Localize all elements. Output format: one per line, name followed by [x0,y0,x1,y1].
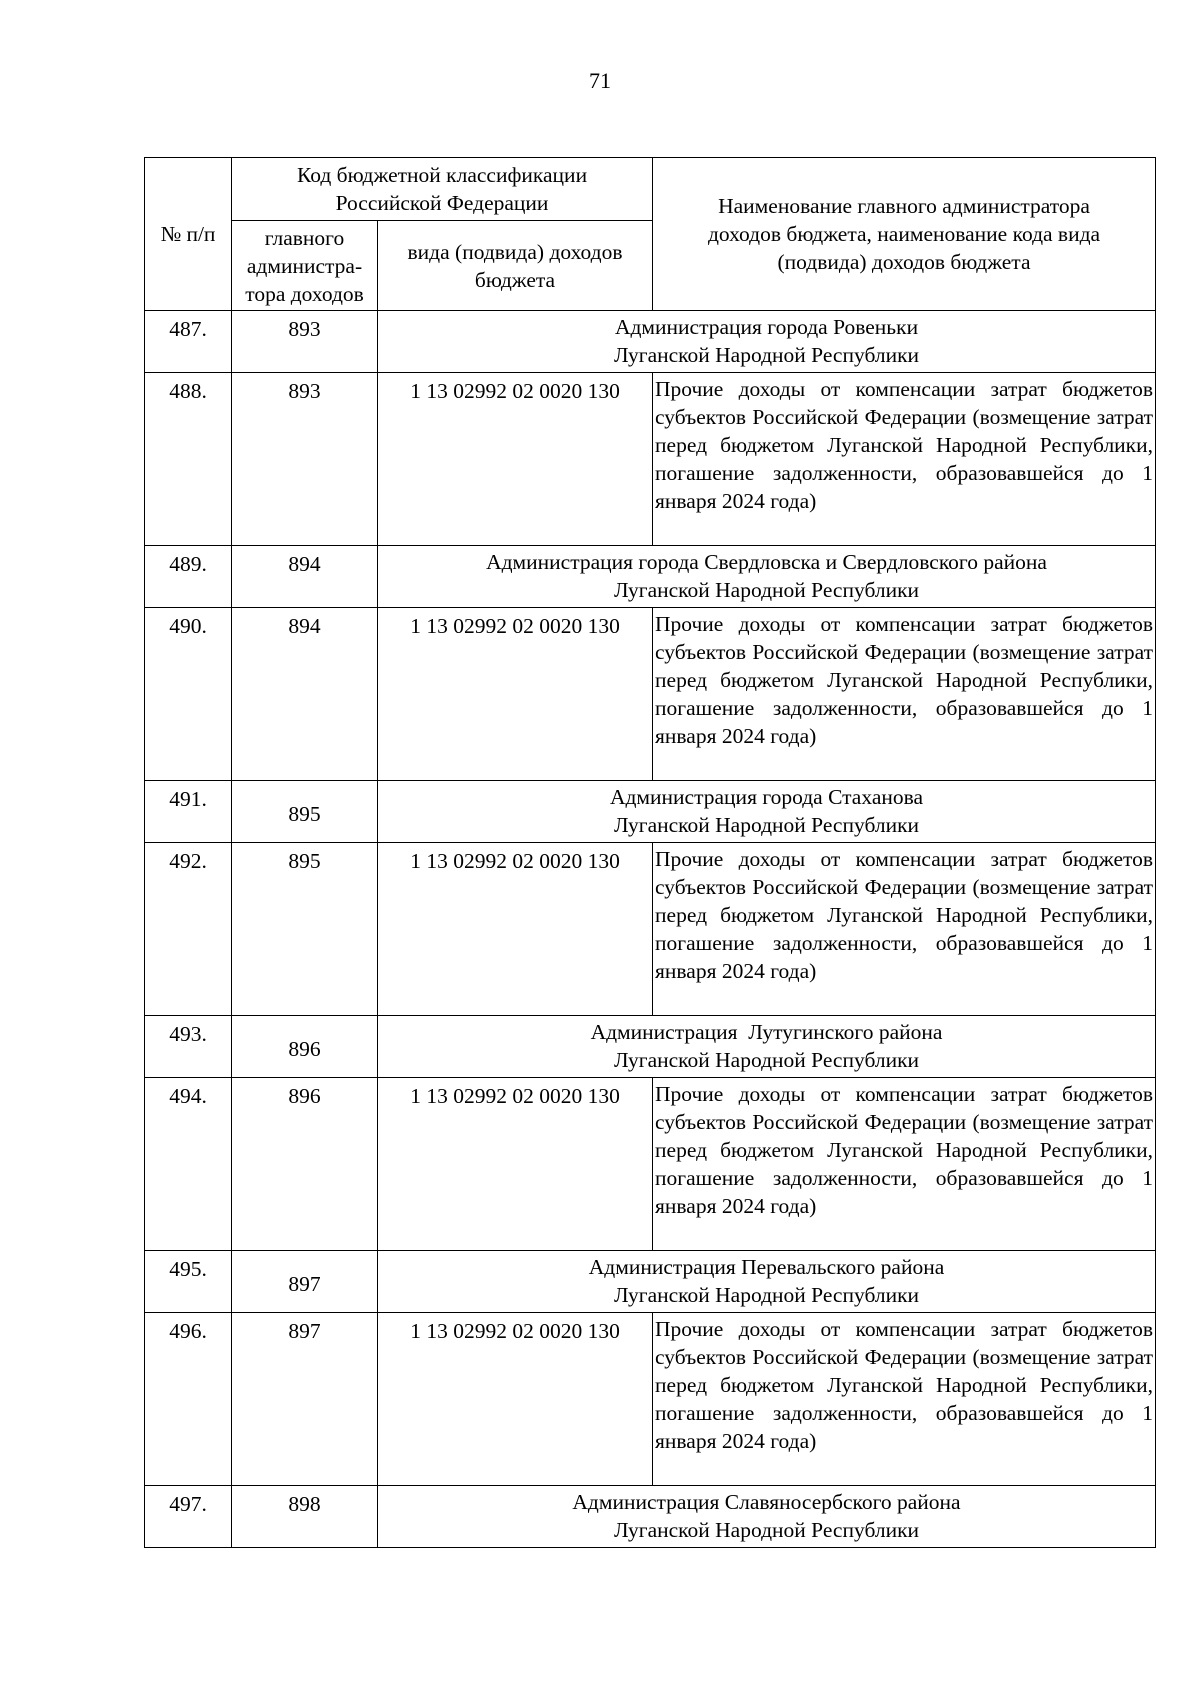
row-number: 492. [145,843,232,1016]
header-kbk-group: Код бюджетной классификации Российской Федерации [232,158,653,221]
row-number: 491. [145,781,232,843]
header-income-type: вида (подвида) доходов бюджета [378,221,653,311]
table-row-admin [145,311,1156,373]
admin-code: 897 [232,1313,378,1486]
header-admin-code: главного администра- тора доходов [232,221,378,311]
row-number: 490. [145,608,232,781]
table-row-item [145,373,1156,546]
row-number: 493. [145,1016,232,1078]
table-row-admin [145,1486,1156,1548]
income-description: Прочие доходы от компенсации затрат бюджетов субъектов Российской Федерации (возмещение затрат перед бюджетом Луганской Народной Республики, погашение задолженности, образовавшейся до 1 января 2024 года) [653,373,1156,546]
header-name: Наименование главного администратора доходов бюджета, наименование кода вида (подвида) доходов бюджета [653,158,1156,311]
admin-title: Администрация Славяносербского района Луганской Народной Республики [378,1486,1156,1548]
table-row-admin [145,781,1156,843]
table-row-item [145,1313,1156,1486]
header-num: № п/п [145,158,232,311]
table-row-item [145,843,1156,1016]
income-description: Прочие доходы от компенсации затрат бюджетов субъектов Российской Федерации (возмещение затрат перед бюджетом Луганской Народной Республики, погашение задолженности, образовавшейся до 1 января 2024 года) [653,843,1156,1016]
income-code: 1 13 02992 02 0020 130 [378,608,653,781]
admin-code: 894 [232,546,378,608]
admin-title: Администрация Лутугинского района Луганской Народной Республики [378,1016,1156,1078]
row-number: 494. [145,1078,232,1251]
income-description: Прочие доходы от компенсации затрат бюджетов субъектов Российской Федерации (возмещение затрат перед бюджетом Луганской Народной Республики, погашение задолженности, образовавшейся до 1 января 2024 года) [653,1313,1156,1486]
row-number: 496. [145,1313,232,1486]
table-row-admin [145,546,1156,608]
table-row-admin [145,1251,1156,1313]
admin-code: 893 [232,373,378,546]
admin-code: 898 [232,1486,378,1548]
income-description: Прочие доходы от компенсации затрат бюджетов субъектов Российской Федерации (возмещение затрат перед бюджетом Луганской Народной Республики, погашение задолженности, образовавшейся до 1 января 2024 года) [653,1078,1156,1251]
income-code: 1 13 02992 02 0020 130 [378,1313,653,1486]
admin-title: Администрация города Свердловска и Свердловского района Луганской Народной Республики [378,546,1156,608]
row-number: 488. [145,373,232,546]
admin-title: Администрация Перевальского района Луганской Народной Республики [378,1251,1156,1313]
income-description: Прочие доходы от компенсации затрат бюджетов субъектов Российской Федерации (возмещение затрат перед бюджетом Луганской Народной Республики, погашение задолженности, образовавшейся до 1 января 2024 года) [653,608,1156,781]
row-number: 489. [145,546,232,608]
row-number: 487. [145,311,232,373]
admin-title: Администрация города Ровеньки Луганской Народной Республики [378,311,1156,373]
admin-code: 894 [232,608,378,781]
table-row-admin [145,1016,1156,1078]
admin-code: 895 [232,781,378,843]
table-row-item [145,1078,1156,1251]
admin-code: 896 [232,1016,378,1078]
row-number: 497. [145,1486,232,1548]
admin-code: 896 [232,1078,378,1251]
page-number: 71 [589,68,611,93]
income-code: 1 13 02992 02 0020 130 [378,373,653,546]
income-code: 1 13 02992 02 0020 130 [378,1078,653,1251]
budget-classification-table [144,157,1156,1548]
admin-code: 895 [232,843,378,1016]
table-row-item [145,608,1156,781]
row-number: 495. [145,1251,232,1313]
income-code: 1 13 02992 02 0020 130 [378,843,653,1016]
admin-code: 893 [232,311,378,373]
admin-title: Администрация города Стаханова Луганской Народной Республики [378,781,1156,843]
admin-code: 897 [232,1251,378,1313]
